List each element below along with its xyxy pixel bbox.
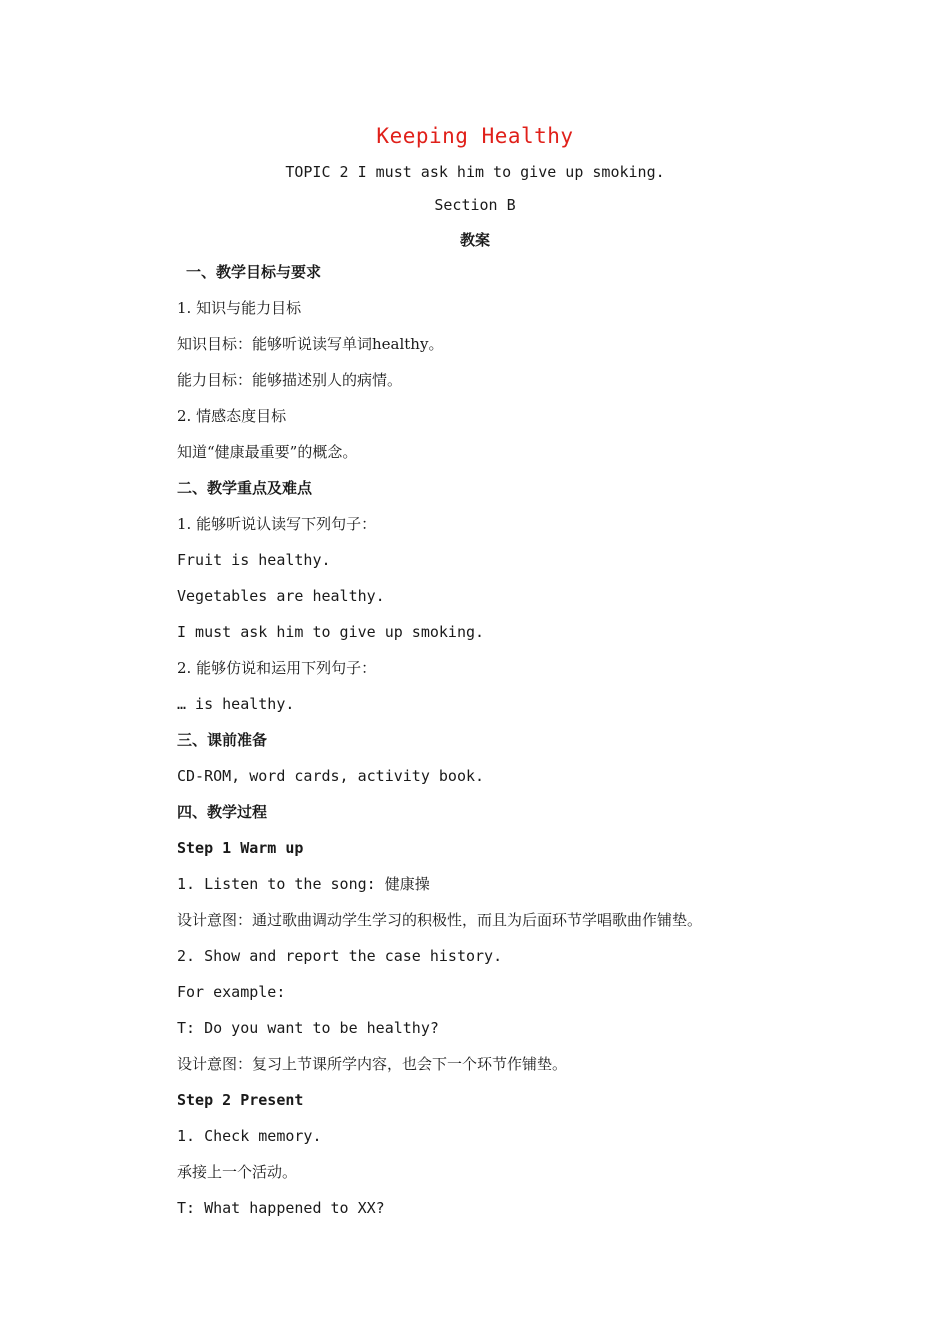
list-item: 2. Show and report the case history. [177,947,503,965]
paragraph: 能力目标：能够描述别人的病情。 [177,371,403,389]
document-title: Keeping Healthy [376,124,574,148]
paragraph: 承接上一个活动。 [177,1163,298,1181]
example-sentence: I must ask him to give up smoking. [177,623,485,641]
list-item: 1. 能够听说认读写下列句子： [177,515,377,533]
example-sentence: Vegetables are healthy. [177,587,385,605]
step-heading: Step 1 Warm up [177,839,304,857]
paragraph: For example: [177,983,286,1001]
example-sentence: Fruit is healthy. [177,551,331,569]
list-item: 1. 知识与能力目标 [177,299,302,317]
heading-teaching-process: 四、教学过程 [177,803,268,821]
heading-preparation: 三、课前准备 [177,731,268,749]
heading-key-points: 二、教学重点及难点 [177,479,313,497]
section-heading: Section B [434,196,516,214]
paragraph: 设计意图：复习上节课所学内容，也会下一个环节作铺垫。 [177,1055,568,1073]
list-item: 2. 情感态度目标 [177,407,287,425]
list-item: 1. Listen to the song: 健康操 [177,875,430,893]
list-item: 1. Check memory. [177,1127,322,1145]
topic-heading: TOPIC 2 I must ask him to give up smoking. [285,163,665,181]
dialogue-line: T: Do you want to be healthy? [177,1019,439,1037]
heading-teaching-goals: 一、教学目标与要求 [186,263,322,281]
example-sentence: … is healthy. [177,695,295,713]
paragraph: CD-ROM, word cards, activity book. [177,767,485,785]
dialogue-line: T: What happened to XX? [177,1199,385,1217]
list-item: 2. 能够仿说和运用下列句子： [177,659,377,677]
paragraph: 知识目标：能够听说读写单词healthy。 [177,335,444,353]
doc-type-heading: 教案 [459,231,490,249]
paragraph: 知道“健康最重要”的概念。 [177,443,358,461]
step-heading: Step 2 Present [177,1091,304,1109]
paragraph: 设计意图：通过歌曲调动学生学习的积极性，而且为后面环节学唱歌曲作铺垫。 [177,911,703,929]
